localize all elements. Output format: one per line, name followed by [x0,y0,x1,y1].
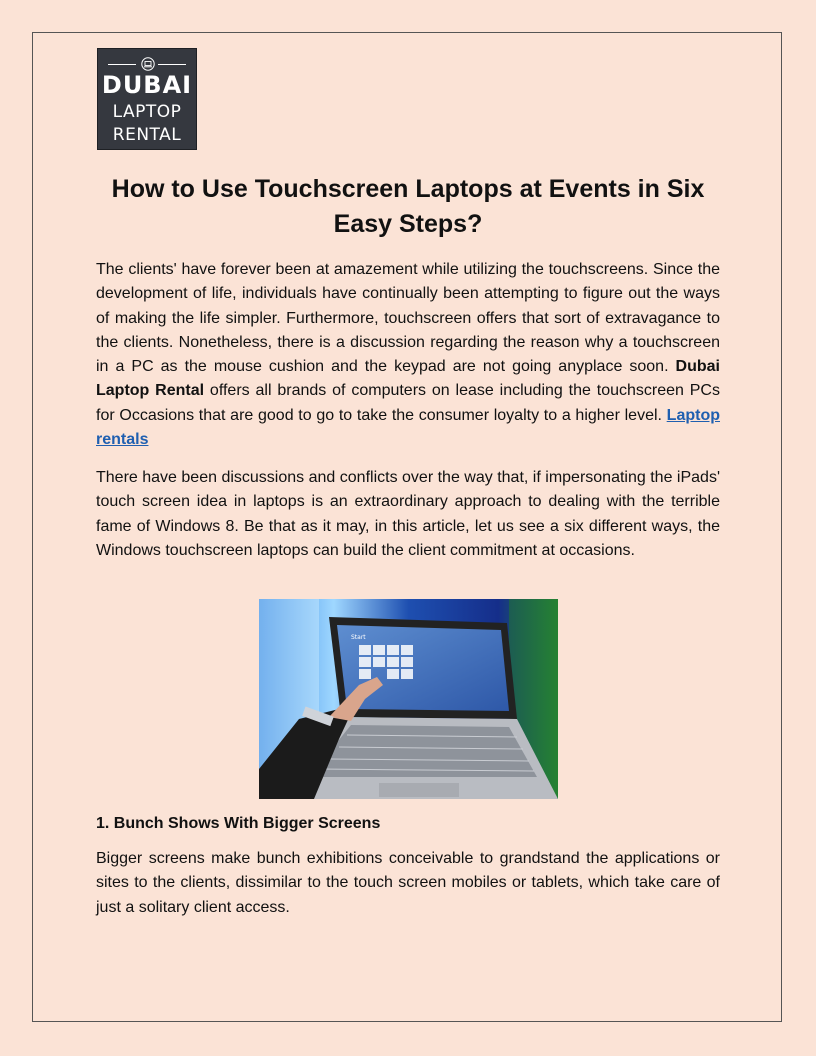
logo-text-rental: RENTAL [112,125,182,145]
screen-start-label: Start [351,634,366,641]
article-title: How to Use Touchscreen Laptops at Events in Six Easy Steps? [111,175,705,238]
intro-text-b: offers all brands of computers on lease including the touchscreen PCs for Occasions that are good to go to take the consumer loyalty to a higher level. [96,382,720,424]
laptop-icon [141,57,155,71]
logo-emblem [98,57,196,71]
brand-name: Dubai Laptop Rental [96,358,720,400]
company-logo [97,48,197,150]
second-paragraph: There have been discussions and conflicts over the way that, if impersonating the iPads' touch screen idea in laptops is an extraordinary approach to dealing with the terrible fame of Windows 8. Be that as it may, in this article, let us see a six different ways, the Windows touchscreen laptops can build the client commitment at occasions. [96,469,720,559]
touchscreen-laptop-photo [259,599,558,799]
section1-paragraph: Bigger screens make bunch exhibitions conceivable to grandstand the applications or sites to the clients, dissimilar to the touch screen mobiles or tablets, which take care of just a solitary client access. [96,850,720,916]
logo-text-dubai: DUBAI [101,71,193,99]
intro-paragraph [96,258,720,452]
logo-text-laptop: LAPTOP [112,102,182,122]
intro-text-a: The clients' have forever been at amazement while utilizing the touchscreens. Since the development of life, individuals have continually been attempting to figure out the ways of making the life simpler. Furthermore, touchscreen offers that sort of extravagance to the clients. Nonetheless, there is a discussion regarding the reason why a touchscreen in a PC as the mouse cushion and the keypad are not going anyplace soon. [96,261,720,376]
laptop-rentals-link[interactable]: Laptop rentals [96,406,720,449]
section-heading-bunch-shows: 1. Bunch Shows With Bigger Screens [96,815,381,832]
